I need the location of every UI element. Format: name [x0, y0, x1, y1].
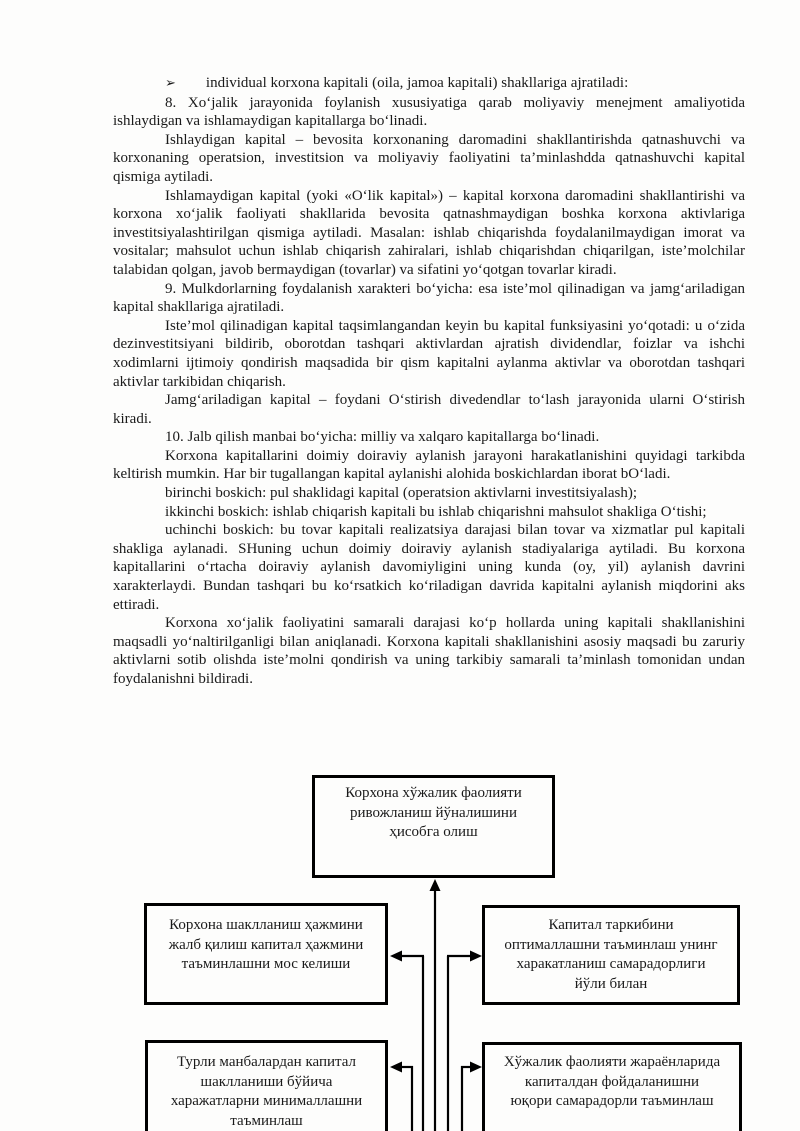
box-line: Капитал таркибини	[548, 917, 674, 933]
box-line: ривожланиш йўналишини	[350, 804, 517, 821]
paragraph: 10. Jalb qilish manbai boʻyicha: milliy va xalqaro kapitallarga boʻlinadi.	[165, 429, 600, 446]
paragraph: 8. Xoʻjalik jarayonida foylanish xususiyatiga qarab moliyaviy menejment amaliyotida ishlaydigan va ishlamaydigan kapitallarga boʻlinadi.	[113, 94, 745, 130]
paragraph: Ishlaydigan kapital – bevosita korxonaning daromadini shakllantirishda qatnashuvchi va korxonaning operatsion, investitsion va moliyaviy faoliyatini ta’minlashdda qatnashuvchi kapital qismiga aytiladi.	[113, 131, 745, 185]
paragraph: Korxona xoʻjalik faoliyatini samarali darajasi koʻp hollarda uning kapitali shakllanishini maqsadli yoʻnaltirilganligi bilan aniqlanadi. Korxona kapitali shakllanishini asosiy maqsadi bu zaruriy aktivlarni sotib olishda iste’molni qondirish va uning tarkibiy samarali ta’minlash tomonidan undan foydalanishni bildiradi.	[113, 615, 745, 687]
arrow-to-bottom-right-box	[461, 1062, 482, 1131]
flow-box-bottom-right	[482, 1042, 742, 1131]
box-line: шаклланиши бўйича	[200, 1073, 333, 1090]
paragraph: birinchi boskich: pul shaklidagi kapital (operatsion aktivlarni investitsiyalash);	[165, 485, 637, 502]
arrow-to-mid-left-box	[390, 951, 424, 1131]
paragraph: Iste’mol qilinadigan kapital taqsimlangandan keyin bu kapital funksiyasini yoʻqotadi: u oʻzida dezinvestitsiyani bildirib, oborotdan tashqari aktivlardan ajratish dividendlar, foizlar va ishchi xodimlarni ijtimoiy qondirish maqsadida bir qism kapitalni aylanma aktivlar va oborotdan tashqari aktivlar tarkibidan chiqarish.	[113, 317, 745, 390]
box-line: харакатланиш самарадорлиги	[516, 956, 706, 972]
box-line: юқори самарадорли таъминлаш	[510, 1093, 714, 1109]
bullet-text: individual korxona kapitali (oila, jamoa kapitali) shakllariga ajratiladi:	[205, 75, 629, 91]
arrow-to-bottom-left-box	[390, 1062, 413, 1131]
box-line: таъминлаш	[230, 1112, 303, 1129]
paragraph: ikkinchi boskich: ishlab chiqarish kapitali bu ishlab chiqarishni mahsulot shakliga Oʻtishi;	[165, 503, 707, 520]
box-line: йўли билан	[574, 975, 648, 992]
bullet-line	[113, 74, 745, 94]
arrow-to-mid-right-box	[447, 951, 482, 1131]
box-line: ҳисобга олиш	[389, 824, 478, 840]
flow-box-top	[312, 775, 555, 878]
flow-box-bottom-left	[145, 1040, 388, 1131]
paragraph: uchinchi boskich: bu tovar kapitali realizatsiya darajasi bilan tovar va xizmatlar pul kapitali shakliga aylanadi. SHuning uchun doimiy doiraviy aylanish stadiyalariga aytiladi. Bu korxona kapitallarini oʻrtacha doiraviy aylanish davomiyligini uning kunda (oy, yil) aylanish davrini xarakterlaydi. Bundan tashqari bu koʻrsatkich koʻriladigan davrida kapitalni aylanish miqdorini aks ettiradi.	[113, 522, 745, 613]
box-line: жалб қилиш капитал ҳажмини	[168, 936, 364, 953]
box-line: Хўжалик фаолияти жараёнларида	[503, 1054, 721, 1070]
box-line: Турли манбалардан капитал	[176, 1054, 357, 1070]
arrow-up-to-top-box	[430, 879, 441, 1131]
paragraph: Ishlamaydigan kapital (yoki «Oʻlik kapital») – kapital korxona daromadini shakllantirishi va korxona xoʻjalik faoliyati shakllarida bevosita qatnashmaydigan boshka korxona aktivlariga investitsiyalashtirilgan qismiga aytiladi. Masalan: ishlab chiqarishda foydalanilmaydigan imorat va vositalar; mahsulot uchun ishlab chiqarish zahiralari, ishlab chiqarishdan chiqarilgan, iste’molchilar talabidan qolgan, javob bermaydigan (tovarlar) va sifatini yoʻqotgan tovarlar kiradi.	[113, 187, 745, 278]
box-line: Корхона хўжалик фаолияти	[345, 785, 522, 801]
flow-box-mid-left	[144, 903, 388, 1005]
box-line: харажатларни минималлашни	[170, 1093, 363, 1109]
body-text	[113, 74, 745, 689]
box-line: Корхона шаклланиш ҳажмини	[169, 917, 363, 933]
box-line: оптималлашни таъминлаш унинг	[504, 936, 718, 953]
box-line: капиталдан фойдаланишни	[524, 1073, 700, 1090]
flow-box-mid-right	[482, 905, 740, 1005]
paragraph: Korxona kapitallarini doimiy doiraviy aylanish jarayoni harakatlanishini quyidagi tarkibda keltirish mumkin. Har bir tugallangan kapital aylanishi alohida boskichlardan iborat bOʻladi.	[113, 447, 745, 483]
box-line: таъминлашни мос келиши	[181, 956, 351, 972]
bullet-arrow-icon: ➢	[165, 76, 176, 91]
paragraph: Jamgʻariladigan kapital – foydani Oʻstirish divedendlar toʻlash jarayonida ularni Oʻstirish kiradi.	[113, 392, 745, 427]
paragraph: 9. Mulkdorlarning foydalanish xarakteri boʻyicha: esa iste’mol qilinadigan va jamgʻariladigan kapital shakllariga ajratiladi.	[113, 280, 745, 316]
